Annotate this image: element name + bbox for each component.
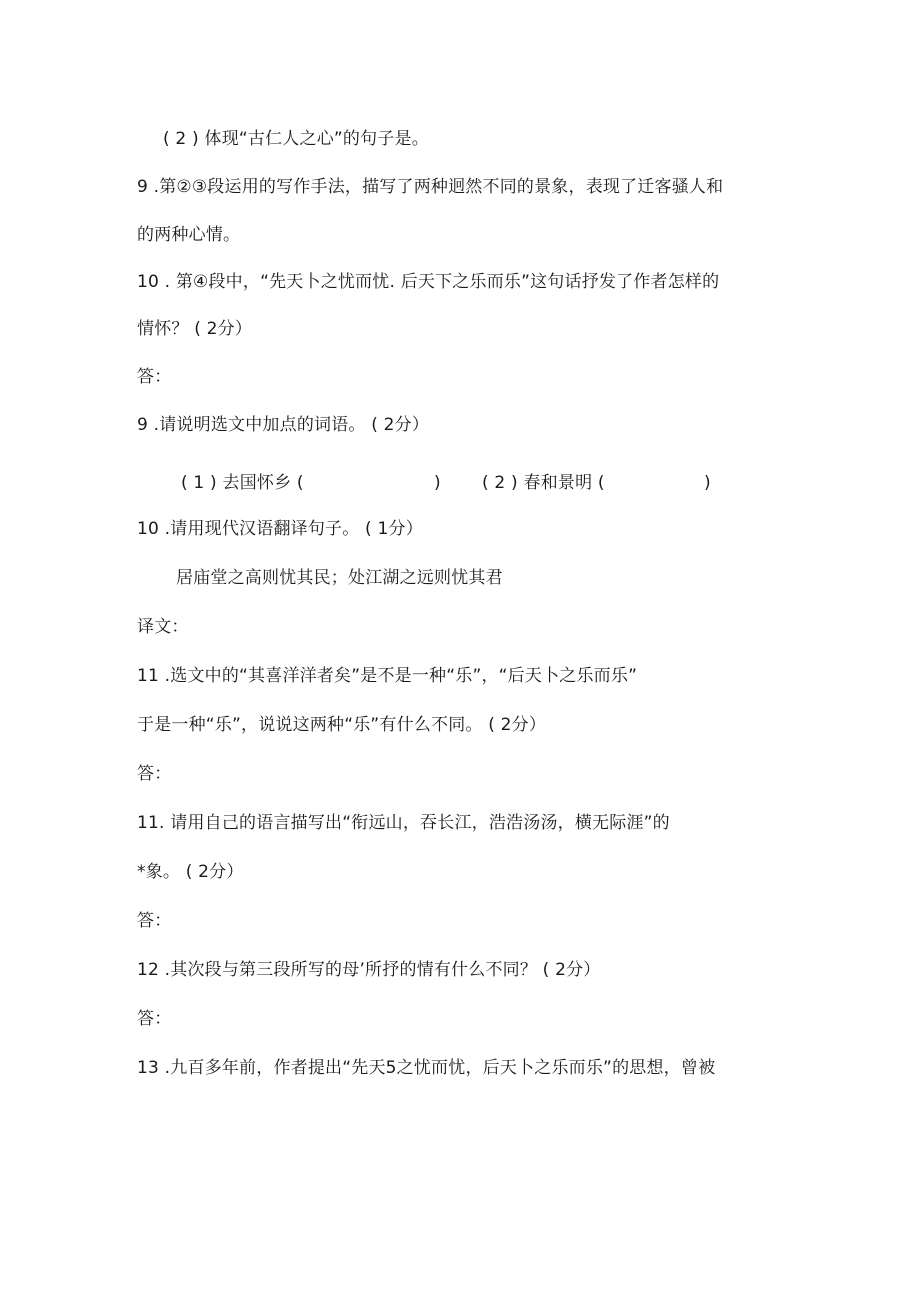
question-11-describe-continuation: *象。 ( 2分）: [137, 862, 244, 882]
answer-label: 答：: [137, 911, 172, 931]
question-10-feelings: 10 . 第④段中，“先天卜之忧而忧. 后天下之乐而乐”这句话抒发了作者怎样的: [137, 272, 720, 292]
question-12-paragraphs: 12 .其次段与第三段所写的母’所抒的情有什么不同？ ( 2分）: [137, 960, 601, 980]
question-13-thought: 13 .九百多年前，作者提出“先天5之忧而忧，后天卜之乐而乐”的思想，曾被: [137, 1058, 716, 1078]
answer-label: 答：: [137, 1009, 172, 1029]
sentence-to-translate: 居庙堂之高则忧其民；处江湖之远则忧其君: [176, 568, 503, 588]
question-11-continuation: 于是一种“乐”，说说这两种“乐”有什么不同。 ( 2分）: [137, 715, 547, 735]
blank-1-close: ): [434, 473, 441, 493]
blank-2-close: ): [704, 473, 711, 493]
question-9-continuation: 的两种心情。: [137, 225, 241, 245]
blank-1-label: ( 1 ) 去国怀乡 (: [181, 473, 304, 493]
question-11-describe-scene: 11. 请用自己的语言描写出“衔远山，吞长江，浩浩汤汤，横无际涯”的: [137, 813, 670, 833]
question-10-continuation: 情怀？ ( 2分）: [137, 319, 253, 339]
answer-label: 答：: [137, 367, 172, 387]
word-blanks-row: [0, 472, 920, 494]
blank-2-label: ( 2 ) 春和景明 (: [482, 473, 605, 493]
subquestion-2-text: ( 2 ) 体现“古仁人之心”的句子是。: [163, 129, 429, 149]
answer-label: 答：: [137, 764, 172, 784]
question-11-joy: 11 .选文中的“其喜洋洋者矣”是不是一种“乐”，“后天卜之乐而乐”: [137, 666, 638, 686]
question-9-writing-technique: 9 .第②③段运用的写作手法，描写了两种迥然不同的景象，表现了迁客骚人和: [137, 177, 724, 197]
question-9-explain-words: 9 .请说明选文中加点的词语。 ( 2分）: [137, 415, 430, 435]
translation-label: 译文：: [137, 617, 189, 637]
question-10-translate: 10 .请用现代汉语翻译句子。 ( 1分）: [137, 519, 423, 539]
